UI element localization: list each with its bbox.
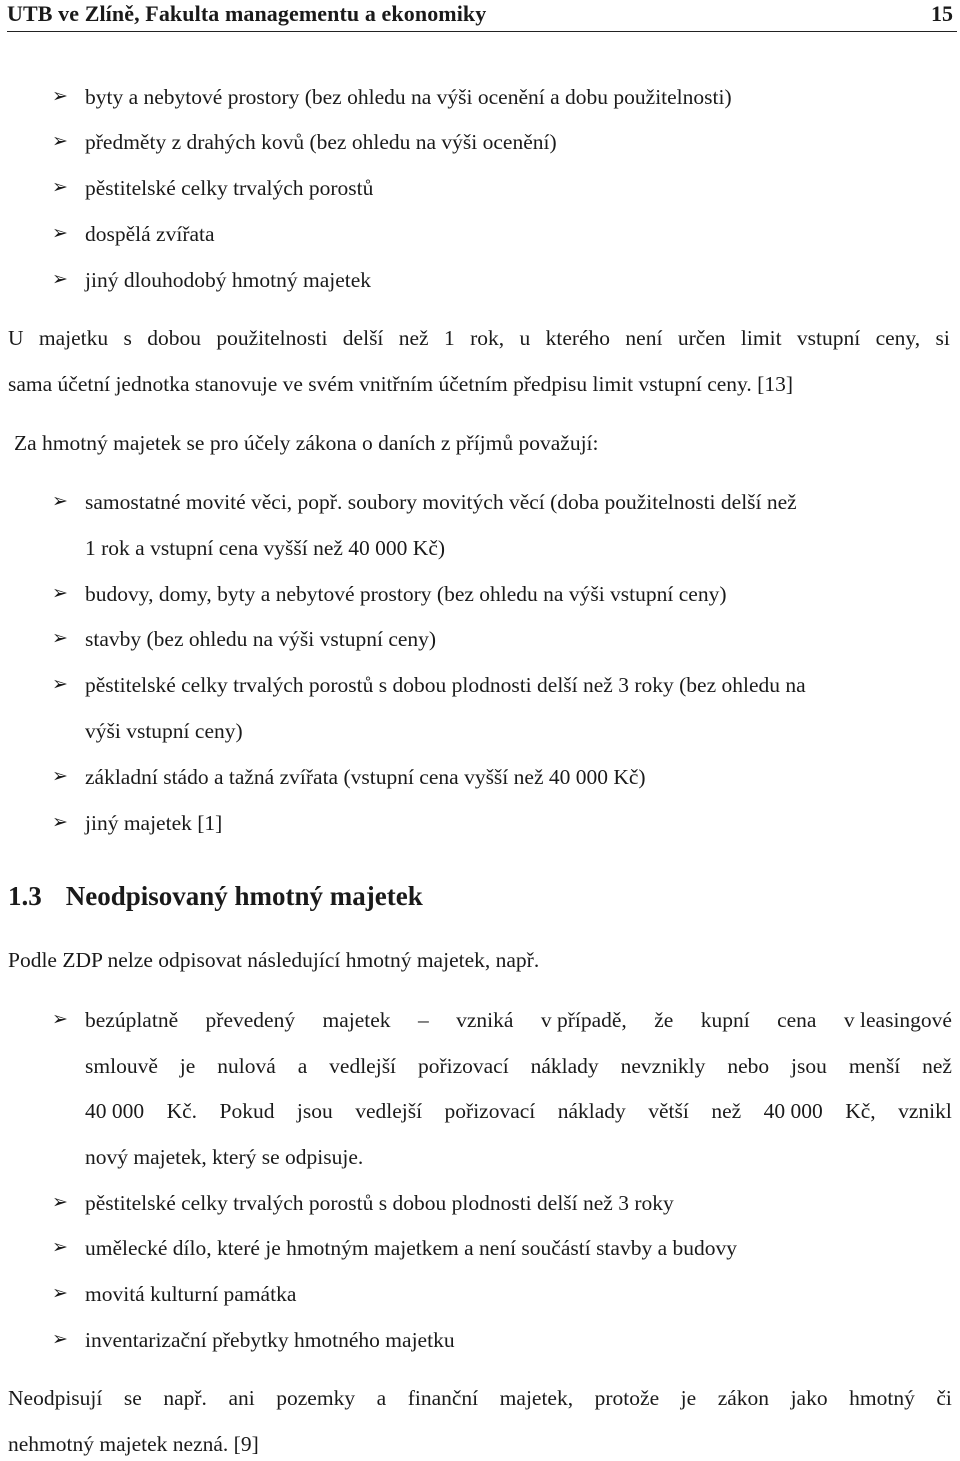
bullet-arrow-icon: ➢ bbox=[52, 1192, 68, 1213]
paragraph-line: U majetku s dobou použitelnosti delší než 1 rok, u kterého není určen limit vstupní ceny, si bbox=[8, 326, 950, 350]
header-title: UTB ve Zlíně, Fakulta managementu a ekonomiky bbox=[7, 1, 487, 26]
list-item-continuation: 1 rok a vstupní cena vyšší než 40 000 Kč) bbox=[85, 536, 446, 560]
list-item: předměty z drahých kovů (bez ohledu na výši ocenění) bbox=[85, 130, 557, 154]
bullet-arrow-icon: ➢ bbox=[52, 131, 68, 152]
paragraph-line: sama účetní jednotka stanovuje ve svém vnitřním účetním předpisu limit vstupní ceny. [13] bbox=[8, 372, 793, 396]
list-item: jiný dlouhodobý hmotný majetek bbox=[85, 268, 372, 292]
page-number: 15 bbox=[931, 1, 953, 26]
list-item-continuation: smlouvě je nulová a vedlejší pořizovací náklady nevznikly nebo jsou menší než bbox=[85, 1054, 952, 1078]
list-intro: Podle ZDP nelze odpisovat následující hmotný majetek, např. bbox=[8, 948, 540, 972]
list-item: inventarizační přebytky hmotného majetku bbox=[85, 1328, 455, 1352]
section-heading bbox=[8, 880, 423, 912]
list-item: dospělá zvířata bbox=[85, 222, 215, 246]
bullet-arrow-icon: ➢ bbox=[52, 86, 68, 107]
list-item: samostatné movité věci, popř. soubory movitých věcí (doba použitelnosti delší než bbox=[85, 490, 797, 514]
bullet-arrow-icon: ➢ bbox=[52, 269, 68, 290]
page-header bbox=[7, 0, 957, 32]
bullet-arrow-icon: ➢ bbox=[52, 491, 68, 512]
list-item: pěstitelské celky trvalých porostů s dobou plodnosti delší než 3 roky (bez ohledu na bbox=[85, 673, 806, 697]
bullet-arrow-icon: ➢ bbox=[52, 583, 68, 604]
bullet-arrow-icon: ➢ bbox=[52, 1329, 68, 1350]
bullet-arrow-icon: ➢ bbox=[52, 812, 68, 833]
bullet-arrow-icon: ➢ bbox=[52, 1009, 68, 1030]
list-item: stavby (bez ohledu na výši vstupní ceny) bbox=[85, 627, 437, 651]
section-title: Neodpisovaný hmotný majetek bbox=[65, 881, 423, 911]
paragraph-line: nehmotný majetek nezná. [9] bbox=[8, 1432, 259, 1456]
bullet-arrow-icon: ➢ bbox=[52, 628, 68, 649]
section-number: 1.3 bbox=[8, 881, 42, 911]
list-item: pěstitelské celky trvalých porostů s dobou plodnosti delší než 3 roky bbox=[85, 1191, 674, 1215]
list-item-continuation: nový majetek, který se odpisuje. bbox=[85, 1145, 364, 1169]
list-item: movitá kulturní památka bbox=[85, 1282, 297, 1306]
list-item: jiný majetek [1] bbox=[85, 811, 223, 835]
list-item: umělecké dílo, které je hmotným majetkem a není součástí stavby a budovy bbox=[85, 1236, 737, 1260]
list-item: pěstitelské celky trvalých porostů bbox=[85, 176, 374, 200]
paragraph-line: Neodpisují se např. ani pozemky a finanční majetek, protože je zákon jako hmotný či bbox=[8, 1386, 952, 1410]
list-item: budovy, domy, byty a nebytové prostory (bez ohledu na výši vstupní ceny) bbox=[85, 582, 727, 606]
list-intro: Za hmotný majetek se pro účely zákona o daních z příjmů považují: bbox=[14, 431, 599, 455]
list-item-continuation: výši vstupní ceny) bbox=[85, 719, 243, 743]
bullet-arrow-icon: ➢ bbox=[52, 1237, 68, 1258]
bullet-arrow-icon: ➢ bbox=[52, 223, 68, 244]
list-item-continuation: 40 000 Kč. Pokud jsou vedlejší pořizovací náklady větší než 40 000 Kč, vznikl bbox=[85, 1099, 952, 1123]
bullet-arrow-icon: ➢ bbox=[52, 177, 68, 198]
list-item: základní stádo a tažná zvířata (vstupní cena vyšší než 40 000 Kč) bbox=[85, 765, 646, 789]
bullet-arrow-icon: ➢ bbox=[52, 674, 68, 695]
list-item: byty a nebytové prostory (bez ohledu na výši ocenění a dobu použitelnosti) bbox=[85, 85, 732, 109]
bullet-arrow-icon: ➢ bbox=[52, 1283, 68, 1304]
bullet-arrow-icon: ➢ bbox=[52, 766, 68, 787]
list-item: bezúplatně převedený majetek – vzniká v případě, že kupní cena v leasingové bbox=[85, 1008, 952, 1032]
